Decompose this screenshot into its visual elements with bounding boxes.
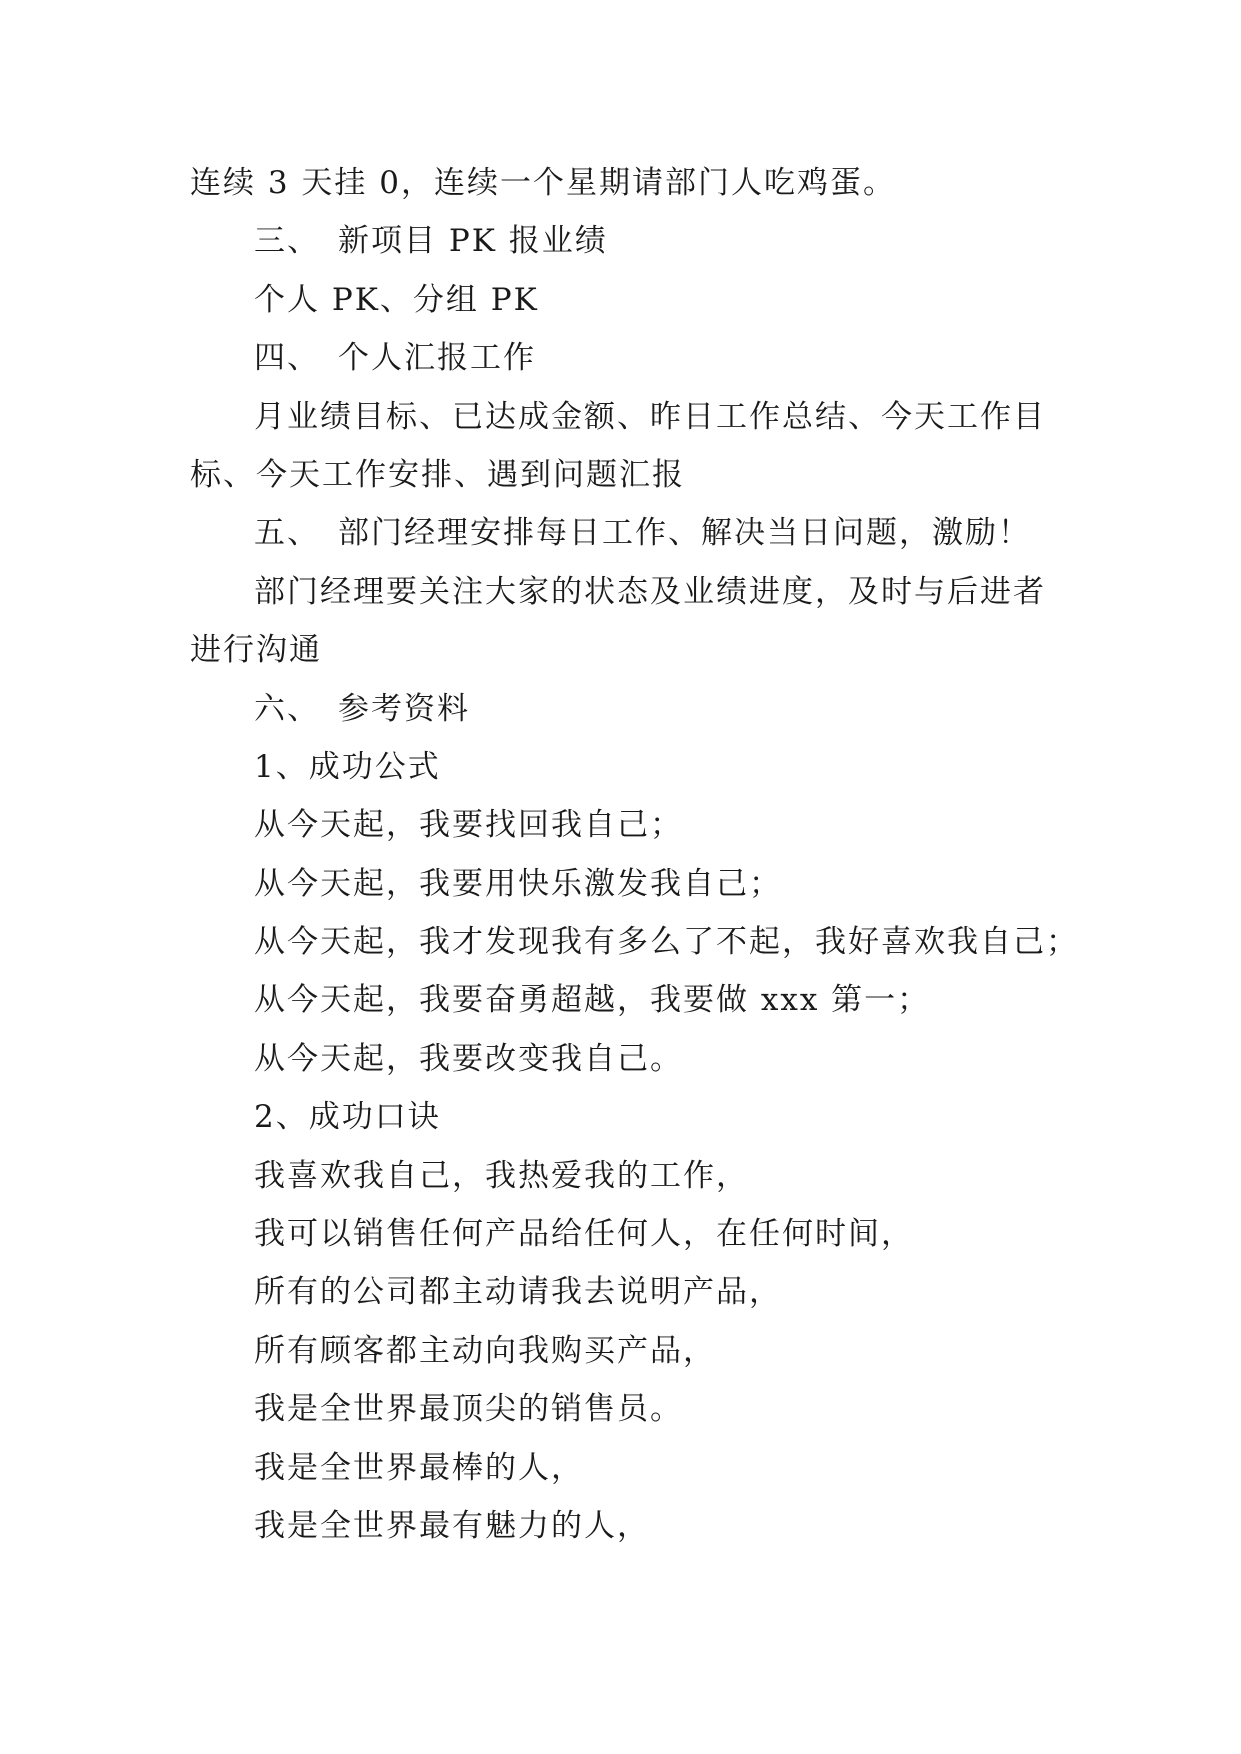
paragraph-line: 月业绩目标、已达成金额、昨日工作总结、今天工作目 — [254, 398, 1046, 435]
subheading-success-formula: 1、成功公式 — [254, 748, 441, 785]
paragraph-line: 从今天起，我要改变我自己。 — [254, 1040, 683, 1077]
paragraph-line: 我可以销售任何产品给任何人，在任何时间， — [254, 1216, 914, 1253]
paragraph-line: 标、今天工作安排、遇到问题汇报 — [190, 456, 685, 493]
heading-text: 个人汇报工作 — [338, 340, 536, 377]
heading-number: 四、 — [254, 340, 320, 377]
heading-number: 六、 — [254, 690, 320, 727]
paragraph-line: 我是全世界最顶尖的销售员。 — [254, 1391, 683, 1428]
paragraph-line: 个人 PK、分组 PK — [254, 281, 539, 318]
paragraph-line: 连续 3 天挂 0，连续一个星期请部门人吃鸡蛋。 — [190, 165, 897, 201]
subheading-success-mantra: 2、成功口诀 — [254, 1099, 441, 1136]
heading-number: 五、 — [254, 515, 320, 552]
paragraph-line: 所有的公司都主动请我去说明产品， — [254, 1274, 782, 1311]
paragraph-line: 从今天起，我要找回我自己； — [254, 807, 683, 844]
paragraph-line: 从今天起，我要奋勇超越，我要做 xxx 第一； — [254, 982, 931, 1019]
paragraph-line: 部门经理要关注大家的状态及业绩进度，及时与后进者 — [254, 573, 1046, 610]
paragraph-line: 我喜欢我自己，我热爱我的工作， — [254, 1157, 749, 1194]
paragraph-line: 我是全世界最有魅力的人， — [254, 1507, 650, 1544]
paragraph-line: 进行沟通 — [190, 632, 322, 669]
paragraph-line: 从今天起，我要用快乐激发我自己； — [254, 865, 782, 902]
heading-text: 参考资料 — [338, 690, 470, 727]
paragraph-line: 从今天起，我才发现我有多么了不起，我好喜欢我自己； — [254, 924, 1079, 961]
document-body — [190, 154, 1079, 1555]
heading-number: 三、 — [254, 223, 320, 260]
section-heading-6 — [190, 680, 1050, 738]
section-heading-5 — [190, 504, 1050, 562]
paragraph-line: 所有顾客都主动向我购买产品， — [254, 1332, 716, 1369]
heading-text: 部门经理安排每日工作、解决当日问题，激励！ — [338, 515, 1031, 552]
paragraph-line: 我是全世界最棒的人， — [254, 1449, 584, 1486]
heading-text: 新项目 PK 报业绩 — [338, 223, 608, 260]
section-heading-4 — [190, 329, 1050, 387]
section-heading-3 — [190, 212, 1050, 270]
